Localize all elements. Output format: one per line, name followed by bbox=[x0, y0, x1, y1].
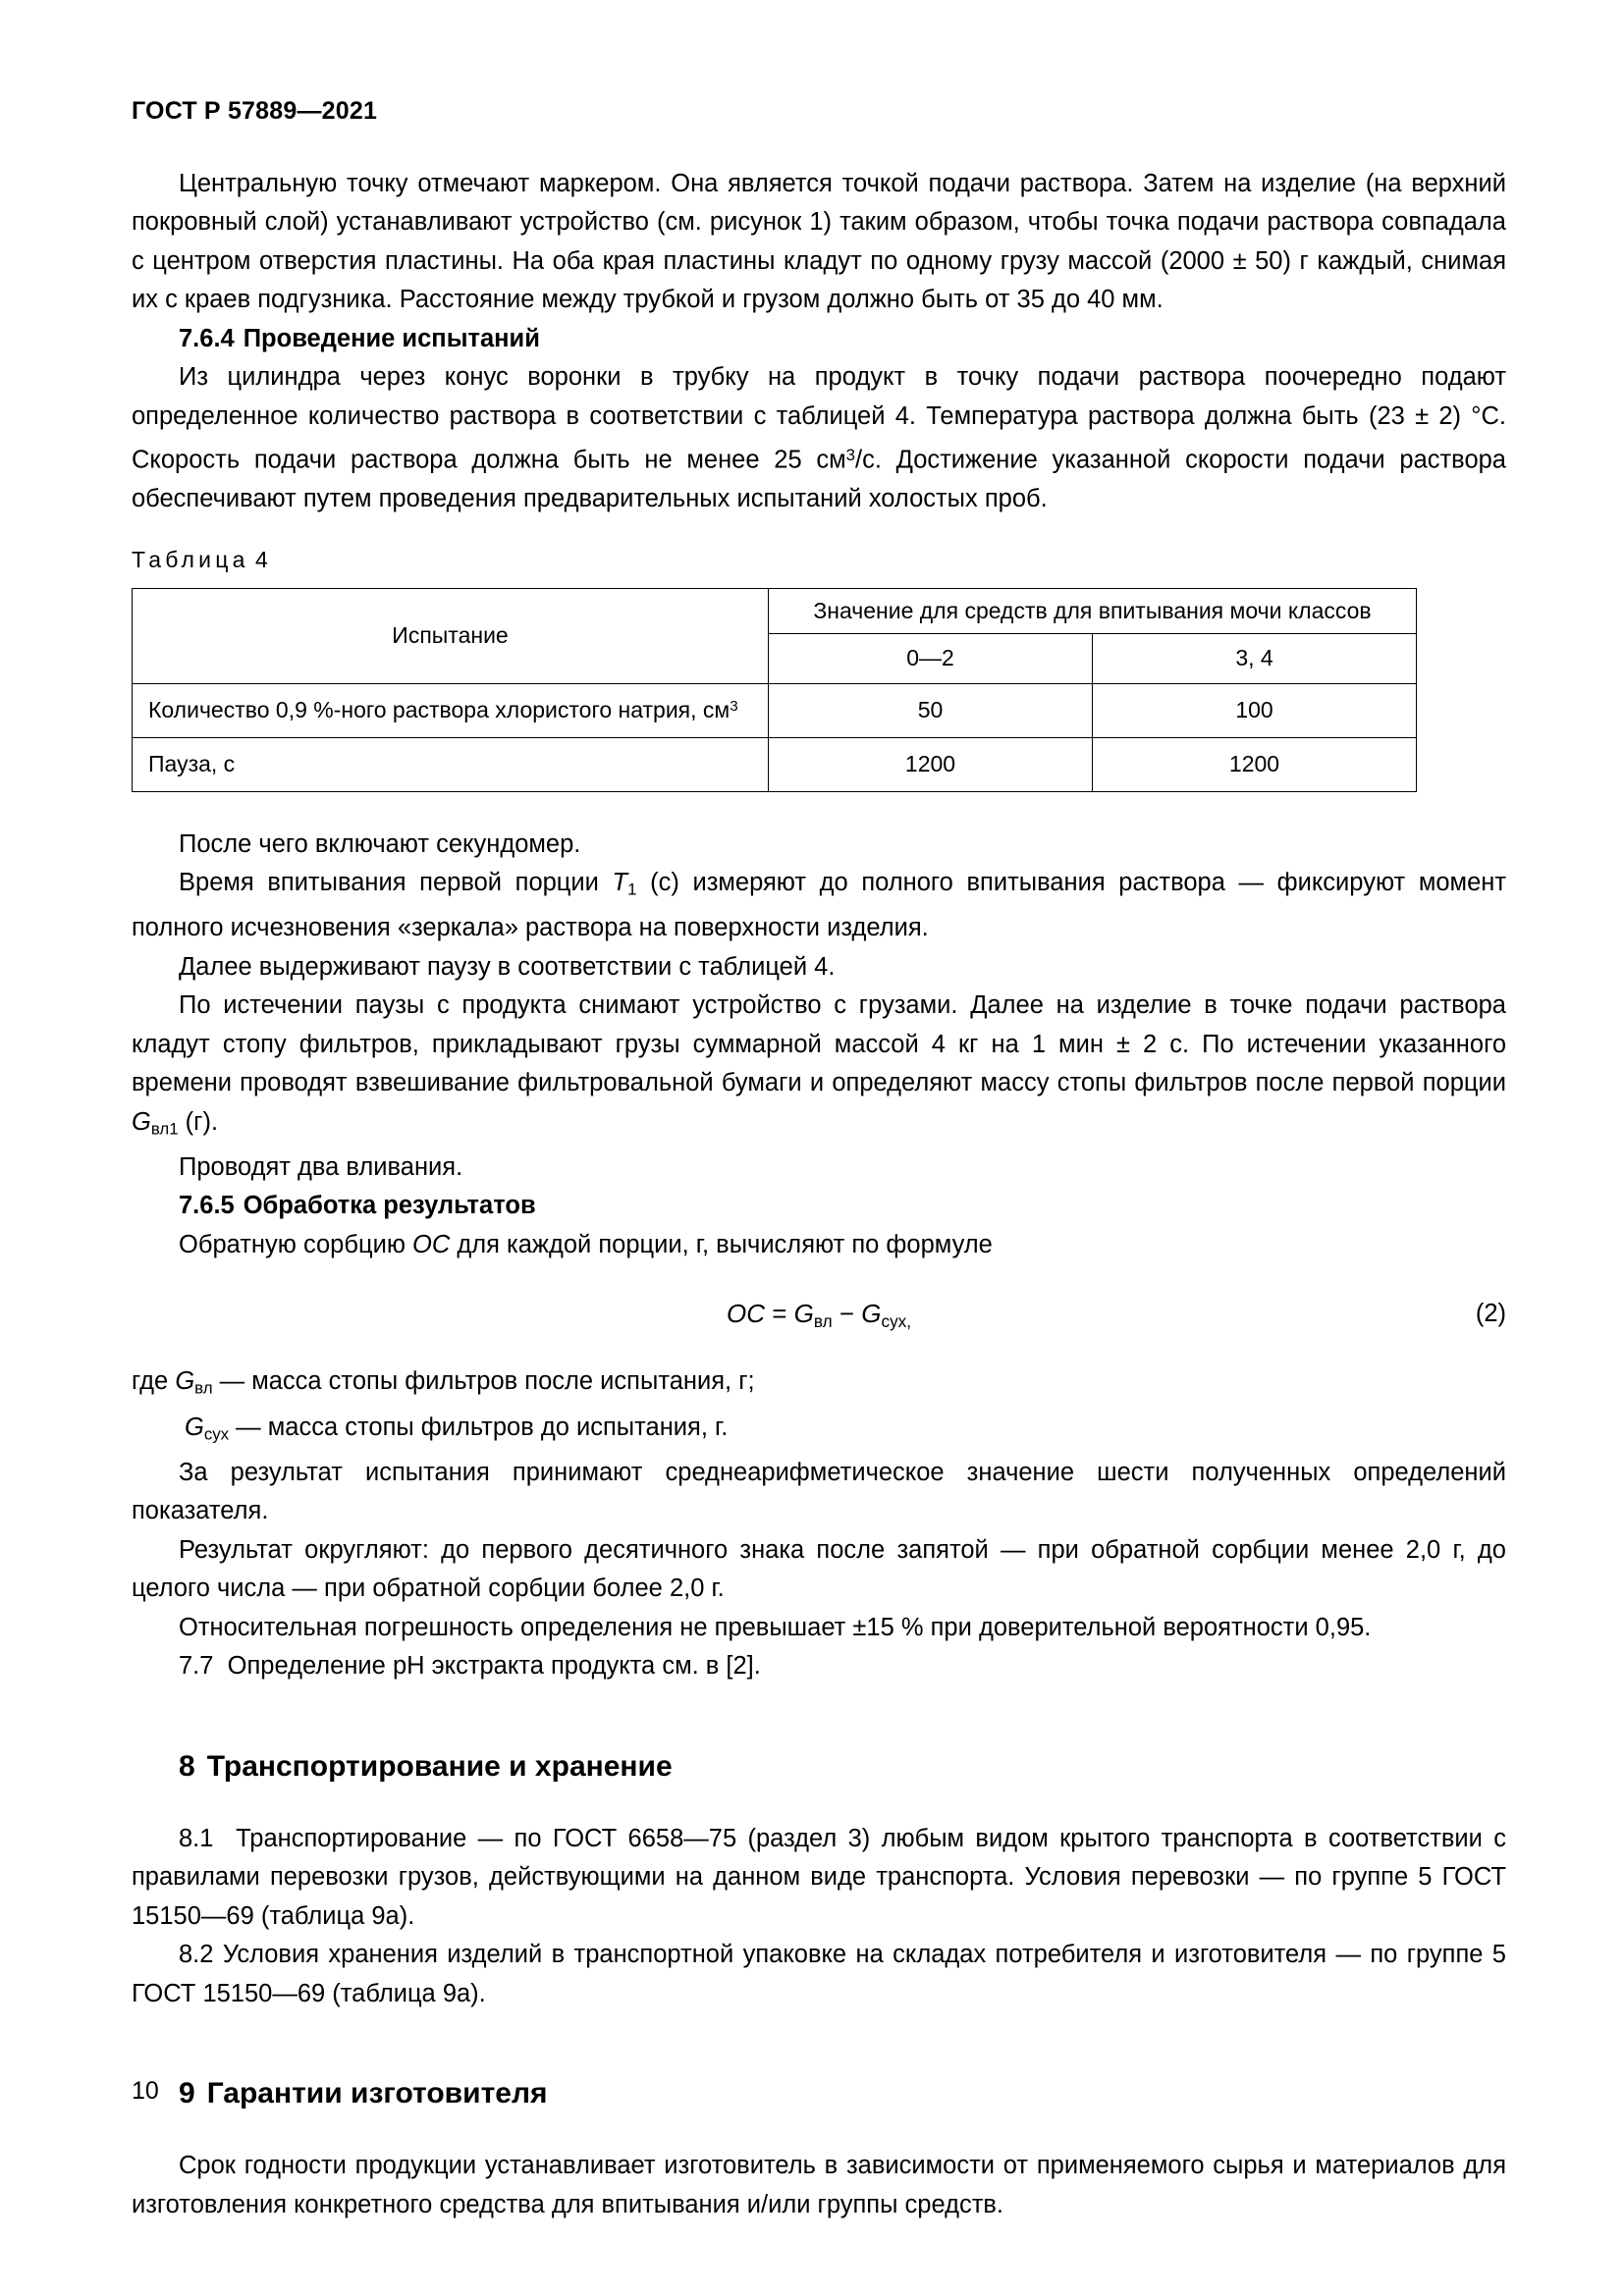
page-number: 10 bbox=[132, 2077, 159, 2105]
table-header-test: Испытание bbox=[133, 588, 769, 683]
running-header: ГОСТ Р 57889—2021 bbox=[132, 97, 378, 125]
paragraph-8-2-text: Условия хранения изделий в транспортной упаковке на складах потребителя и изготовителя — по группе 5 ГОСТ 15150—69 (таблица 9а). bbox=[132, 1941, 1506, 2007]
paragraph-average-result: За результат испытания принимают среднеарифметическое значение шести полученных определений показателя. bbox=[132, 1458, 1506, 1525]
paragraph-reverse-sorption bbox=[132, 1226, 1506, 1265]
table-cell-row2-name bbox=[133, 737, 769, 791]
definition-2-subscript: сух bbox=[203, 1424, 230, 1444]
heading-section-9 bbox=[132, 2074, 1506, 2113]
paragraph-central-point: Центральную точку отмечают маркером. Она является точкой подачи раствора. Затем на изделие (на верхний покровный слой) устанавливают устройство (см. рисунок 1) таким образом, чтобы точка подачи раствора совпадала с центром отверстия пластины. На оба края пластины кладут по одному грузу массой (2000 ± 50) г каждый, снимая их с краев подгузника. Расстояние между трубкой и грузом должно быть от 35 до 40 мм. bbox=[132, 169, 1506, 313]
formula-term1-subscript: вл bbox=[813, 1311, 833, 1332]
table-caption-word: Таблица bbox=[132, 546, 249, 572]
paragraph-test-procedure-a: Из цилиндра через конус воронки в трубку на продукт в точку подачи раствора поочередно подают определенное количество раствора в соответствии с таблицей 4. Температура раствора должна быть (23 ± 2) °C. Скорость подачи раствора должна быть не менее 25 см bbox=[132, 363, 1506, 474]
heading-7-6-5-text: Обработка результатов bbox=[243, 1192, 536, 1220]
variable-G-vl1-subscript: вл1 bbox=[150, 1119, 179, 1139]
heading-section-9-number: 9 bbox=[179, 2077, 195, 2110]
paragraph-rounding: Результат округляют: до первого десятичного знака после запятой — при обратной сорбции менее 2,0 г, до целого числа — при обратной сорбции более 2,0 г. bbox=[132, 1535, 1506, 1603]
heading-section-8-number: 8 bbox=[179, 1749, 195, 1783]
paragraph-test-procedure bbox=[132, 358, 1506, 519]
variable-OC: ОС bbox=[412, 1230, 451, 1258]
paragraph-after-pause-b: (г). bbox=[178, 1107, 219, 1136]
formula-equals: = bbox=[772, 1299, 787, 1329]
formula-label: ОС bbox=[726, 1299, 765, 1329]
paragraph-7-7-text: Определение pH экстракта продукта см. в [2]. bbox=[227, 1652, 761, 1681]
formula-term2-subscript: сух, bbox=[881, 1311, 912, 1332]
table-caption bbox=[132, 545, 1506, 574]
paragraph-stopwatch: После чего включают секундомер. bbox=[179, 829, 581, 858]
definition-1-subscript: вл bbox=[194, 1379, 213, 1399]
paragraph-8-1-text: Транспортирование — по ГОСТ 6658—75 (раздел 3) любым видом крытого транспорта в соответствии с правилами перевозки грузов, действующими на данном виде транспорта. Условия перевозки — по группе 5 ГОСТ 15150—69 (таблица 9а). bbox=[132, 1824, 1507, 1930]
heading-7-6-5-number: 7.6.5 bbox=[179, 1192, 235, 1220]
table-header-group: Значение для средств для впитывания мочи классов bbox=[769, 588, 1417, 633]
table-header-class-0-2: 0—2 bbox=[769, 633, 1093, 683]
definition-1-variable: G bbox=[175, 1367, 195, 1396]
table-header-class-3-4: 3, 4 bbox=[1093, 633, 1417, 683]
table-cell-row2-name-text: Пауза, с bbox=[148, 751, 236, 777]
where-word: где bbox=[132, 1367, 169, 1396]
heading-section-8 bbox=[132, 1747, 1506, 1787]
table-cell-row1-superscript: 3 bbox=[730, 698, 738, 716]
table-row bbox=[133, 683, 1417, 737]
variable-T: T bbox=[612, 869, 628, 897]
formula-where-line-1 bbox=[132, 1362, 1506, 1408]
formula-minus: − bbox=[839, 1299, 855, 1329]
table-cell-row2-class-3-4: 1200 bbox=[1093, 737, 1417, 791]
heading-section-9-text: Гарантии изготовителя bbox=[206, 2077, 548, 2110]
paragraph-absorption-time-a: Время впитывания первой порции bbox=[179, 869, 613, 897]
paragraph-absorption-time-b: (с) измеряют до полного впитывания раствора — фиксируют момент полного исчезновения «зеркала» раствора на поверхности изделия. bbox=[132, 869, 1507, 942]
paragraph-after-pause bbox=[132, 987, 1506, 1148]
heading-7-6-4 bbox=[132, 320, 1506, 359]
definition-2-variable: G bbox=[185, 1413, 204, 1441]
page-content bbox=[132, 0, 1506, 2224]
definition-2-text: — масса стопы фильтров до испытания, г. bbox=[229, 1413, 729, 1441]
table-cell-row1-name bbox=[133, 683, 769, 737]
variable-G-vl1: G bbox=[132, 1107, 151, 1136]
definition-1-text: — масса стопы фильтров после испытания, г; bbox=[212, 1367, 755, 1396]
formula-expression bbox=[132, 1286, 1506, 1349]
heading-7-6-5 bbox=[132, 1187, 1506, 1226]
table-cell-row1-class-3-4: 100 bbox=[1093, 683, 1417, 737]
formula-block bbox=[132, 1286, 1506, 1341]
superscript-cubic: 3 bbox=[845, 446, 855, 464]
table-cell-row2-class-0-2: 1200 bbox=[769, 737, 1093, 791]
paragraph-8-1 bbox=[132, 1820, 1506, 1937]
table-caption-number: 4 bbox=[254, 546, 268, 572]
table-4 bbox=[132, 588, 1417, 792]
paragraph-8-2-number: 8.2 bbox=[179, 1941, 214, 1969]
table-cell-row1-class-0-2: 50 bbox=[769, 683, 1093, 737]
paragraph-pause: Далее выдерживают паузу в соответствии с таблицей 4. bbox=[179, 952, 836, 981]
formula-term2: G bbox=[861, 1299, 882, 1329]
paragraph-absorption-time bbox=[132, 864, 1506, 948]
paragraph-after-pause-a: По истечении паузы с продукта снимают устройство с грузами. Далее на изделие в точке подачи раствора кладут стопу фильтров, прикладывают грузы суммарной массой 4 кг на 1 мин ± 2 с. По истечении указанного времени проводят взвешивание фильтровальной бумаги и определяют массу стопы фильтров после первой порции bbox=[132, 991, 1506, 1097]
paragraph-relative-error: Относительная погрешность определения не превышает ±15 % при доверительной вероятности 0,95. bbox=[179, 1613, 1372, 1641]
paragraph-shelf-life: Срок годности продукции устанавливает изготовитель в зависимости от применяемого сырья и материалов для изготовления конкретного средства для впитывания и/или группы средств. bbox=[132, 2152, 1506, 2218]
paragraph-two-infusions: Проводят два вливания. bbox=[179, 1152, 463, 1181]
formula-term1: G bbox=[793, 1299, 814, 1329]
paragraph-8-2 bbox=[132, 1936, 1506, 2013]
paragraph-test-procedure-b: /с. Достижение указанной скорости подачи раствора обеспечивают путем проведения предварительных испытаний холостых проб. bbox=[132, 446, 1506, 513]
table-row bbox=[133, 737, 1417, 791]
paragraph-7-7 bbox=[132, 1647, 1506, 1686]
heading-7-6-4-number: 7.6.4 bbox=[179, 324, 235, 352]
paragraph-7-7-number: 7.7 bbox=[179, 1652, 214, 1681]
table-header-row-1 bbox=[133, 588, 1417, 633]
paragraph-reverse-sorption-b: для каждой порции, г, вычисляют по формуле bbox=[450, 1230, 993, 1258]
table-cell-row1-name-text: Количество 0,9 %-ного раствора хлористого натрия, см bbox=[148, 697, 731, 723]
variable-T-subscript: 1 bbox=[627, 880, 637, 899]
heading-section-8-text: Транспортирование и хранение bbox=[206, 1749, 673, 1783]
formula-number: (2) bbox=[1475, 1300, 1506, 1328]
paragraph-8-1-number: 8.1 bbox=[179, 1824, 214, 1852]
paragraph-reverse-sorption-a: Обратную сорбцию bbox=[179, 1230, 413, 1258]
formula-where-line-2 bbox=[132, 1409, 1506, 1454]
heading-7-6-4-text: Проведение испытаний bbox=[243, 324, 540, 352]
